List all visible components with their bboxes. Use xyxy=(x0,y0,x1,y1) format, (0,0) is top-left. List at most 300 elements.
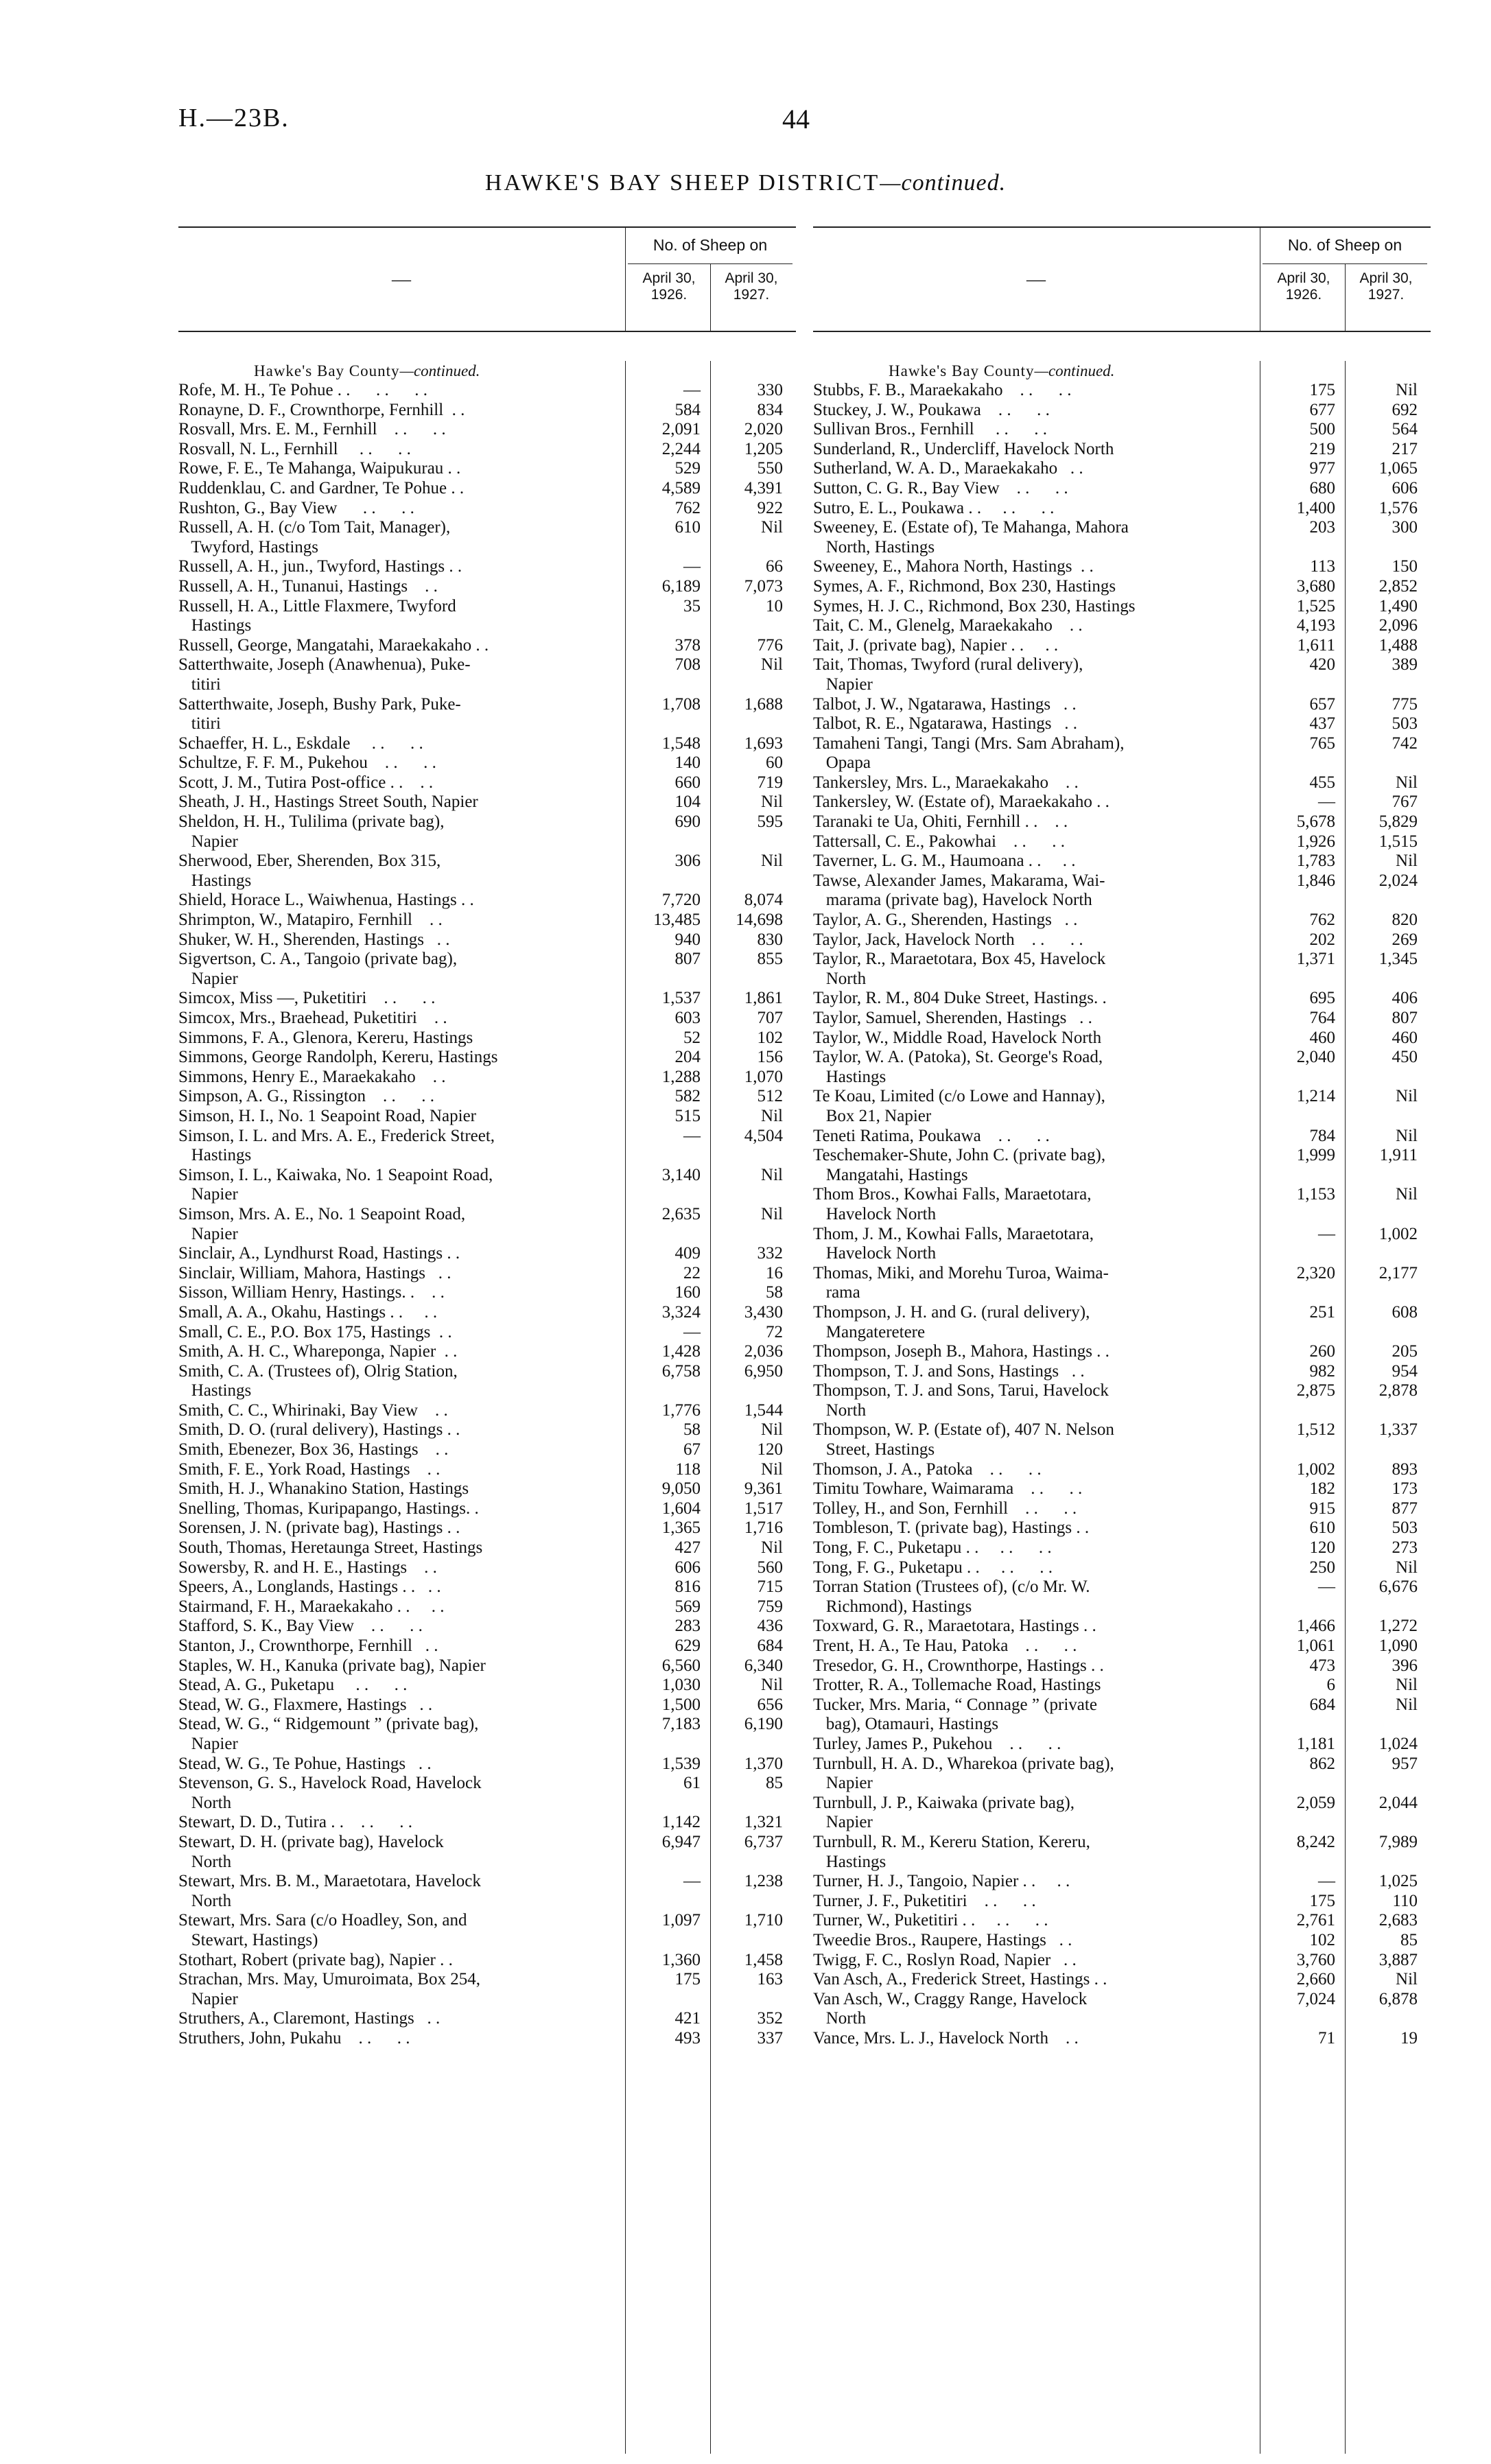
owner-entry: North, Hastings xyxy=(813,537,935,556)
sheep-1926: — xyxy=(683,1872,701,1891)
sheep-1927: 759 xyxy=(757,1597,783,1616)
owner-entry: marama (private bag), Havelock North xyxy=(813,891,1092,910)
table-row xyxy=(178,1205,796,1225)
sheep-1926: 1,512 xyxy=(1296,1420,1335,1440)
sheep-1927: 85 xyxy=(766,1774,783,1793)
sheep-1927: 6,737 xyxy=(744,1832,783,1851)
sheep-1926: 104 xyxy=(674,793,701,812)
sheep-1927: 2,036 xyxy=(744,1342,783,1361)
table-row xyxy=(178,1735,796,1755)
table-row xyxy=(813,401,1431,421)
owner-entry: Taylor, Samuel, Sherenden, Hastings . . xyxy=(813,1009,1092,1027)
table-row xyxy=(178,1401,796,1421)
table-row xyxy=(813,1283,1431,1303)
sheep-1926: 5,678 xyxy=(1296,812,1335,832)
sheep-1927: 1,205 xyxy=(744,439,783,458)
table-row xyxy=(813,1166,1431,1186)
sheep-1926: 2,660 xyxy=(1296,1970,1335,1989)
owner-entry: Simmons, George Randolph, Kereru, Hastings xyxy=(178,1048,498,1067)
owner-entry: Smith, C. A. (Trustees of), Olrig Station, xyxy=(178,1361,458,1381)
owner-entry: Hastings xyxy=(178,1146,252,1165)
owner-entry: Timitu Towhare, Waimarama . . . . xyxy=(813,1479,1083,1499)
page-title-continued: —continued. xyxy=(880,170,1007,196)
owner-entry: titiri xyxy=(178,714,221,734)
sheep-1927: 1,488 xyxy=(1378,635,1418,655)
table-row xyxy=(813,714,1431,734)
table-row xyxy=(178,616,796,636)
table-row xyxy=(178,401,796,421)
sheep-1926: 9,050 xyxy=(661,1479,701,1499)
section-heading xyxy=(178,361,796,381)
owner-entry: rama xyxy=(813,1283,860,1302)
sheep-1927: 715 xyxy=(757,1577,783,1597)
table-row xyxy=(813,852,1431,871)
owner-entry: Ruddenklau, C. and Gardner, Te Pohue . . xyxy=(178,478,465,497)
table-row xyxy=(813,1892,1431,1912)
sheep-1927: 1,710 xyxy=(744,1911,783,1930)
table-row xyxy=(178,636,796,656)
owner-entry: Sherwood, Eber, Sherenden, Box 315, xyxy=(178,852,441,871)
sheep-1927: 406 xyxy=(1392,989,1418,1008)
table-row xyxy=(813,499,1431,519)
header-dash: — xyxy=(392,269,411,290)
table-row xyxy=(178,1951,796,1971)
table-row xyxy=(178,1362,796,1382)
sheep-1927: 72 xyxy=(766,1322,783,1341)
table-row xyxy=(813,1970,1431,1990)
sheep-1926: 1,537 xyxy=(661,989,701,1008)
section-heading-continued: —continued. xyxy=(399,362,480,379)
table-row xyxy=(813,1499,1431,1519)
table-row xyxy=(178,1970,796,1990)
table-row xyxy=(178,1166,796,1186)
page-title xyxy=(0,170,1491,196)
table-row xyxy=(178,1440,796,1460)
table-row xyxy=(813,2029,1431,2049)
sheep-1927: 606 xyxy=(1392,478,1418,497)
sheep-1926: 515 xyxy=(674,1106,701,1125)
owner-entry: Staples, W. H., Kanuka (private bag), Napier xyxy=(178,1656,486,1675)
sheep-1927: 6,878 xyxy=(1378,1989,1418,2008)
owner-entry: Thompson, W. P. (Estate of), 407 N. Nelson xyxy=(813,1420,1114,1440)
owner-entry: Taylor, A. G., Sherenden, Hastings . . xyxy=(813,911,1078,930)
sheep-1926: 2,761 xyxy=(1296,1911,1335,1930)
sheep-1927: 608 xyxy=(1392,1302,1418,1322)
owner-entry: Sunderland, R., Undercliff, Havelock North xyxy=(813,439,1114,458)
table-row xyxy=(178,734,796,754)
sheep-1927: Nil xyxy=(1396,1558,1418,1577)
owner-entry: Smith, F. E., York Road, Hastings . . xyxy=(178,1459,441,1479)
table-row xyxy=(813,1303,1431,1323)
sheep-1926: 52 xyxy=(683,1028,701,1047)
owner-entry: Napier xyxy=(178,1224,238,1243)
sheep-1927: 330 xyxy=(757,381,783,399)
owner-entry: Thompson, Joseph B., Mahora, Hastings . . xyxy=(813,1342,1110,1361)
sheep-1927: 300 xyxy=(1392,518,1418,537)
sheep-1926: 473 xyxy=(1309,1656,1335,1675)
table-row xyxy=(178,714,796,734)
sheep-1926: 915 xyxy=(1309,1499,1335,1518)
table-row xyxy=(178,1696,796,1715)
table-row xyxy=(178,1558,796,1578)
owner-entry: Stevenson, G. S., Havelock Road, Havelock xyxy=(178,1774,482,1793)
sheep-1927: 2,096 xyxy=(1378,616,1418,635)
owner-entry: Thompson, T. J. and Sons, Hastings . . xyxy=(813,1361,1085,1381)
table-row xyxy=(813,930,1431,950)
sheep-1927: 2,878 xyxy=(1378,1381,1418,1400)
sheep-1926: 1,371 xyxy=(1296,950,1335,969)
sheep-1927: 1,070 xyxy=(744,1067,783,1086)
sheep-1927: Nil xyxy=(1396,381,1418,399)
sheep-1926: 660 xyxy=(674,773,701,792)
table-row xyxy=(178,557,796,577)
table-row xyxy=(178,1146,796,1166)
sheep-1927: Nil xyxy=(761,793,783,812)
sheep-1927: 173 xyxy=(1392,1479,1418,1499)
sheep-1926: — xyxy=(683,1322,701,1341)
sheep-1927: 560 xyxy=(757,1558,783,1577)
sheep-1926: 1,142 xyxy=(661,1813,701,1832)
sheep-1927: 58 xyxy=(766,1283,783,1302)
sheep-1926: 260 xyxy=(1309,1342,1335,1361)
owner-entry: Rushton, G., Bay View . . . . xyxy=(178,498,414,517)
sheep-1926: 695 xyxy=(1309,989,1335,1008)
table-row xyxy=(813,1951,1431,1971)
section-heading-continued: —continued. xyxy=(1034,362,1115,379)
sheep-1926: — xyxy=(1318,793,1335,812)
owner-entry: Taylor, R. M., 804 Duke Street, Hastings. . xyxy=(813,989,1107,1008)
table-row xyxy=(813,1127,1431,1147)
sheep-1927: 1,490 xyxy=(1378,596,1418,615)
sheep-1927: 1,065 xyxy=(1378,459,1418,478)
sheep-1926: 1,466 xyxy=(1296,1617,1335,1636)
sheep-1926: 1,288 xyxy=(661,1067,701,1086)
table-row xyxy=(813,793,1431,812)
owner-entry: Sisson, William Henry, Hastings. . . . xyxy=(178,1283,445,1302)
table-row xyxy=(178,1853,796,1873)
table-row xyxy=(178,479,796,499)
table-row xyxy=(813,1029,1431,1048)
owner-entry: Stafford, S. K., Bay View . . . . xyxy=(178,1617,423,1636)
owner-entry: Small, A. A., Okahu, Hastings . . . . xyxy=(178,1302,438,1322)
table-row xyxy=(813,1755,1431,1774)
owner-entry: Sutton, C. G. R., Bay View . . . . xyxy=(813,478,1068,497)
sheep-1926: 1,776 xyxy=(661,1400,701,1420)
owner-entry: Napier xyxy=(178,1989,238,2008)
sheep-1927: 217 xyxy=(1392,439,1418,458)
owner-entry: Symes, A. F., Richmond, Box 230, Hastings xyxy=(813,576,1116,596)
sheep-1926: 977 xyxy=(1309,459,1335,478)
owner-entry: Napier xyxy=(178,969,238,988)
owner-entry: Tankersley, Mrs. L., Maraekakaho . . xyxy=(813,773,1079,792)
sheep-1926: 3,140 xyxy=(661,1165,701,1184)
table-row xyxy=(813,812,1431,832)
table-row xyxy=(813,1774,1431,1794)
sheep-1926: 816 xyxy=(674,1577,701,1597)
sheep-1927: 1,090 xyxy=(1378,1636,1418,1655)
sheep-1926: 2,040 xyxy=(1296,1048,1335,1067)
sheep-1926: 182 xyxy=(1309,1479,1335,1499)
owner-entry: Sheath, J. H., Hastings Street South, Napier xyxy=(178,793,478,812)
sheep-1926: 1,360 xyxy=(661,1950,701,1969)
sheep-1926: 427 xyxy=(674,1538,701,1558)
owner-entry: Napier xyxy=(813,1774,873,1793)
sheep-1927: 512 xyxy=(757,1087,783,1106)
sheep-1927: 1,515 xyxy=(1378,832,1418,851)
sheep-1927: Nil xyxy=(761,852,783,871)
owner-entry: Talbot, R. E., Ngatarawa, Hastings . . xyxy=(813,714,1077,734)
sheep-1926: 140 xyxy=(674,753,701,773)
table-row xyxy=(178,1420,796,1440)
table-row xyxy=(178,1460,796,1480)
table-row xyxy=(813,1401,1431,1421)
owner-entry: Stuckey, J. W., Poukawa . . . . xyxy=(813,400,1050,419)
owner-entry: Stothart, Robert (private bag), Napier . . xyxy=(178,1950,453,1969)
right-table-body xyxy=(813,361,1431,2048)
owner-entry: North xyxy=(178,1891,232,1910)
table-row xyxy=(813,577,1431,597)
sheep-1927: 775 xyxy=(1392,694,1418,714)
sheep-1926: 764 xyxy=(1309,1009,1335,1027)
owner-entry: Smith, C. C., Whirinaki, Bay View . . xyxy=(178,1400,448,1420)
sheep-1926: — xyxy=(1318,1224,1335,1243)
sheep-1927: 1,238 xyxy=(744,1872,783,1891)
sheep-1926: 204 xyxy=(674,1048,701,1067)
sheep-1927: 450 xyxy=(1392,1048,1418,1067)
sheep-1927: 564 xyxy=(1392,420,1418,439)
table-row xyxy=(178,1656,796,1676)
sheep-1926: 1,708 xyxy=(661,694,701,714)
sheep-1927: 120 xyxy=(757,1440,783,1459)
sheep-1927: 776 xyxy=(757,635,783,655)
owner-entry: Simmons, F. A., Glenora, Kereru, Hastings xyxy=(178,1028,473,1047)
sheep-1926: 4,589 xyxy=(661,478,701,497)
sheep-1926: 1,153 xyxy=(1296,1185,1335,1204)
sheep-1927: 269 xyxy=(1392,930,1418,949)
table-row xyxy=(178,852,796,871)
sheep-1927: Nil xyxy=(1396,1185,1418,1204)
owner-entry: Trent, H. A., Te Hau, Patoka . . . . xyxy=(813,1636,1077,1655)
sheep-1926: 1,846 xyxy=(1296,871,1335,890)
owner-entry: Trotter, R. A., Tollemache Road, Hastings xyxy=(813,1676,1101,1695)
owner-entry: Tong, F. C., Puketapu . . . . . . xyxy=(813,1538,1052,1558)
owner-entry: Satterthwaite, Joseph (Anawhenua), Puke- xyxy=(178,655,471,674)
sheep-1926: 250 xyxy=(1309,1558,1335,1577)
owner-entry: Sinclair, William, Mahora, Hastings . . xyxy=(178,1263,451,1282)
sheep-1927: 1,337 xyxy=(1378,1420,1418,1440)
table-row xyxy=(813,1931,1431,1951)
sheep-1927: 1,025 xyxy=(1378,1872,1418,1891)
sheep-1926: 1,181 xyxy=(1296,1734,1335,1753)
sheep-1926: 762 xyxy=(1309,911,1335,930)
sheep-1927: 684 xyxy=(757,1636,783,1655)
sheep-1927: 7,073 xyxy=(744,576,783,596)
table-row xyxy=(813,970,1431,989)
sheep-1926: 118 xyxy=(675,1459,701,1479)
sheep-1926: 1,548 xyxy=(661,734,701,753)
header-col-1927: April 30, 1927. xyxy=(1359,270,1413,303)
sheep-1927: 1,688 xyxy=(744,694,783,714)
sheep-1927: 3,430 xyxy=(744,1302,783,1322)
owner-entry: Simson, Mrs. A. E., No. 1 Seapoint Road, xyxy=(178,1204,466,1223)
table-row xyxy=(813,1244,1431,1264)
sheep-1926: 120 xyxy=(1309,1538,1335,1558)
table-row xyxy=(813,1460,1431,1480)
owner-entry: Tattersall, C. E., Pakowhai . . . . xyxy=(813,832,1065,851)
sheep-1927: 1,458 xyxy=(744,1950,783,1969)
table-row xyxy=(813,1696,1431,1715)
table-row xyxy=(178,891,796,911)
sheep-1926: 22 xyxy=(683,1263,701,1282)
owner-entry: Smith, D. O. (rural delivery), Hastings . . xyxy=(178,1420,460,1440)
sheep-1927: Nil xyxy=(1396,852,1418,871)
owner-entry: Box 21, Napier xyxy=(813,1106,932,1125)
sheep-1927: Nil xyxy=(761,1420,783,1440)
owner-entry: Napier xyxy=(178,1185,238,1204)
owner-entry: Mangateretere xyxy=(813,1322,926,1341)
owner-entry: Shrimpton, W., Matapiro, Fernhill . . xyxy=(178,911,443,930)
owner-entry: Turnbull, H. A. D., Wharekoa (private bag), xyxy=(813,1754,1114,1773)
sheep-1926: 584 xyxy=(674,400,701,419)
left-rows xyxy=(178,381,796,2048)
table-row xyxy=(178,1499,796,1519)
sheep-1926: 35 xyxy=(683,596,701,615)
owner-entry: Rosvall, N. L., Fernhill . . . . xyxy=(178,439,411,458)
owner-entry: North xyxy=(813,969,867,988)
sheep-1926: 784 xyxy=(1309,1126,1335,1145)
sheep-1927: 273 xyxy=(1392,1538,1418,1558)
sheep-1926: 569 xyxy=(674,1597,701,1616)
owner-entry: Tait, Thomas, Twyford (rural delivery), xyxy=(813,655,1083,674)
sheep-1927: Nil xyxy=(761,1204,783,1223)
sheep-1926: 765 xyxy=(1309,734,1335,753)
sheep-1927: 922 xyxy=(757,498,783,517)
owner-entry: Napier xyxy=(813,1813,873,1832)
sheep-1927: 85 xyxy=(1400,1930,1418,1949)
owner-entry: Turnbull, R. M., Kereru Station, Kereru, xyxy=(813,1832,1090,1851)
sheep-1926: 982 xyxy=(1309,1361,1335,1381)
owner-entry: Stead, W. G., Flaxmere, Hastings . . xyxy=(178,1695,433,1714)
sheep-1927: 6,190 xyxy=(744,1715,783,1734)
sheep-1926: 1,999 xyxy=(1296,1146,1335,1165)
table-row xyxy=(178,1774,796,1794)
sheep-1927: 830 xyxy=(757,930,783,949)
sheep-1927: 5,829 xyxy=(1378,812,1418,832)
table-row xyxy=(178,1813,796,1833)
sheep-1926: 940 xyxy=(674,930,701,949)
table-row xyxy=(813,1225,1431,1245)
table-row xyxy=(813,1087,1431,1107)
sheep-1927: 1,544 xyxy=(744,1400,783,1420)
sheep-1926: 1,428 xyxy=(661,1342,701,1361)
table-row xyxy=(178,773,796,793)
sheep-1927: 460 xyxy=(1392,1028,1418,1047)
sheep-1927: 16 xyxy=(766,1263,783,1282)
table-row xyxy=(813,1558,1431,1578)
sheep-1927: 389 xyxy=(1392,655,1418,674)
sheep-1926: 690 xyxy=(674,812,701,832)
sheep-1926: 2,091 xyxy=(661,420,701,439)
sheep-1926: 175 xyxy=(1309,1891,1335,1910)
sheep-1927: Nil xyxy=(1396,1676,1418,1695)
sheep-1926: 306 xyxy=(674,852,701,871)
owner-entry: Tait, C. M., Glenelg, Maraekakaho . . xyxy=(813,616,1083,635)
owner-entry: Rofe, M. H., Te Pohue . . . . . . xyxy=(178,381,428,399)
owner-entry: Hastings xyxy=(813,1852,887,1871)
table-row xyxy=(813,440,1431,460)
table-row xyxy=(813,655,1431,675)
sheep-1926: 6,189 xyxy=(661,576,701,596)
owner-entry: Torran Station (Trustees of), (c/o Mr. W. xyxy=(813,1577,1090,1597)
left-table-body xyxy=(178,361,796,2048)
table-row xyxy=(813,1676,1431,1696)
table-row xyxy=(813,1323,1431,1343)
table-row xyxy=(813,420,1431,440)
sheep-1926: 1,097 xyxy=(661,1911,701,1930)
owner-entry: Struthers, John, Pukahu . . . . xyxy=(178,2028,410,2048)
table-row xyxy=(178,1636,796,1656)
owner-entry: Stewart, Mrs. Sara (c/o Hoadley, Son, and xyxy=(178,1911,467,1930)
section-heading xyxy=(813,361,1431,381)
owner-entry: Tong, F. G., Puketapu . . . . . . xyxy=(813,1558,1053,1577)
owner-entry: Stubbs, F. B., Maraekakaho . . . . xyxy=(813,381,1072,399)
owner-entry: Tankersley, W. (Estate of), Maraekakaho . . xyxy=(813,793,1110,812)
sheep-1927: 807 xyxy=(1392,1009,1418,1027)
sheep-1926: 1,500 xyxy=(661,1695,701,1714)
header-group-label: No. of Sheep on xyxy=(653,236,768,254)
sheep-1927: 4,504 xyxy=(744,1126,783,1145)
sheep-1926: 493 xyxy=(674,2028,701,2048)
table-row xyxy=(813,1911,1431,1931)
sheep-1926: 610 xyxy=(674,518,701,537)
sheep-1926: 708 xyxy=(674,655,701,674)
table-row xyxy=(178,1794,796,1814)
owner-entry: Stead, W. G., “ Ridgemount ” (private bag), xyxy=(178,1715,479,1734)
owner-entry: Turner, H. J., Tangoio, Napier . . . . xyxy=(813,1872,1070,1891)
table-row xyxy=(178,1872,796,1892)
table-row xyxy=(813,1146,1431,1166)
sheep-1926: 1,783 xyxy=(1296,852,1335,871)
page-number: 44 xyxy=(782,104,810,134)
table-row xyxy=(813,753,1431,773)
owner-entry: North xyxy=(178,1793,232,1812)
owner-entry: Tolley, H., and Son, Fernhill . . . . xyxy=(813,1499,1077,1518)
owner-entry: Sweeney, E. (Estate of), Te Mahanga, Mahora xyxy=(813,518,1129,537)
owner-entry: Stairmand, F. H., Maraekakaho . . . . xyxy=(178,1597,445,1616)
owner-entry: Taylor, W., Middle Road, Havelock North xyxy=(813,1028,1102,1047)
sheep-1927: 1,911 xyxy=(1379,1146,1418,1165)
table-row xyxy=(813,734,1431,754)
sheep-1927: 1,024 xyxy=(1378,1734,1418,1753)
sheep-1926: 1,400 xyxy=(1296,498,1335,517)
sheep-1927: Nil xyxy=(761,1676,783,1695)
sheep-1926: 629 xyxy=(674,1636,701,1655)
table-row xyxy=(178,1676,796,1696)
sheep-1926: 582 xyxy=(674,1087,701,1106)
sheep-1927: 2,683 xyxy=(1378,1911,1418,1930)
table-row xyxy=(813,616,1431,636)
owner-entry: Taverner, L. G. M., Haumoana . . . . xyxy=(813,852,1076,871)
sheep-1927: 205 xyxy=(1392,1342,1418,1361)
sheep-1927: Nil xyxy=(761,1538,783,1558)
owner-entry: Vance, Mrs. L. J., Havelock North . . xyxy=(813,2028,1079,2048)
sheep-1927: 707 xyxy=(757,1009,783,1027)
sheep-1926: 2,875 xyxy=(1296,1381,1335,1400)
table-row xyxy=(813,479,1431,499)
table-row xyxy=(178,1538,796,1558)
sheep-1927: 893 xyxy=(1392,1459,1418,1479)
sheep-1926: 500 xyxy=(1309,420,1335,439)
